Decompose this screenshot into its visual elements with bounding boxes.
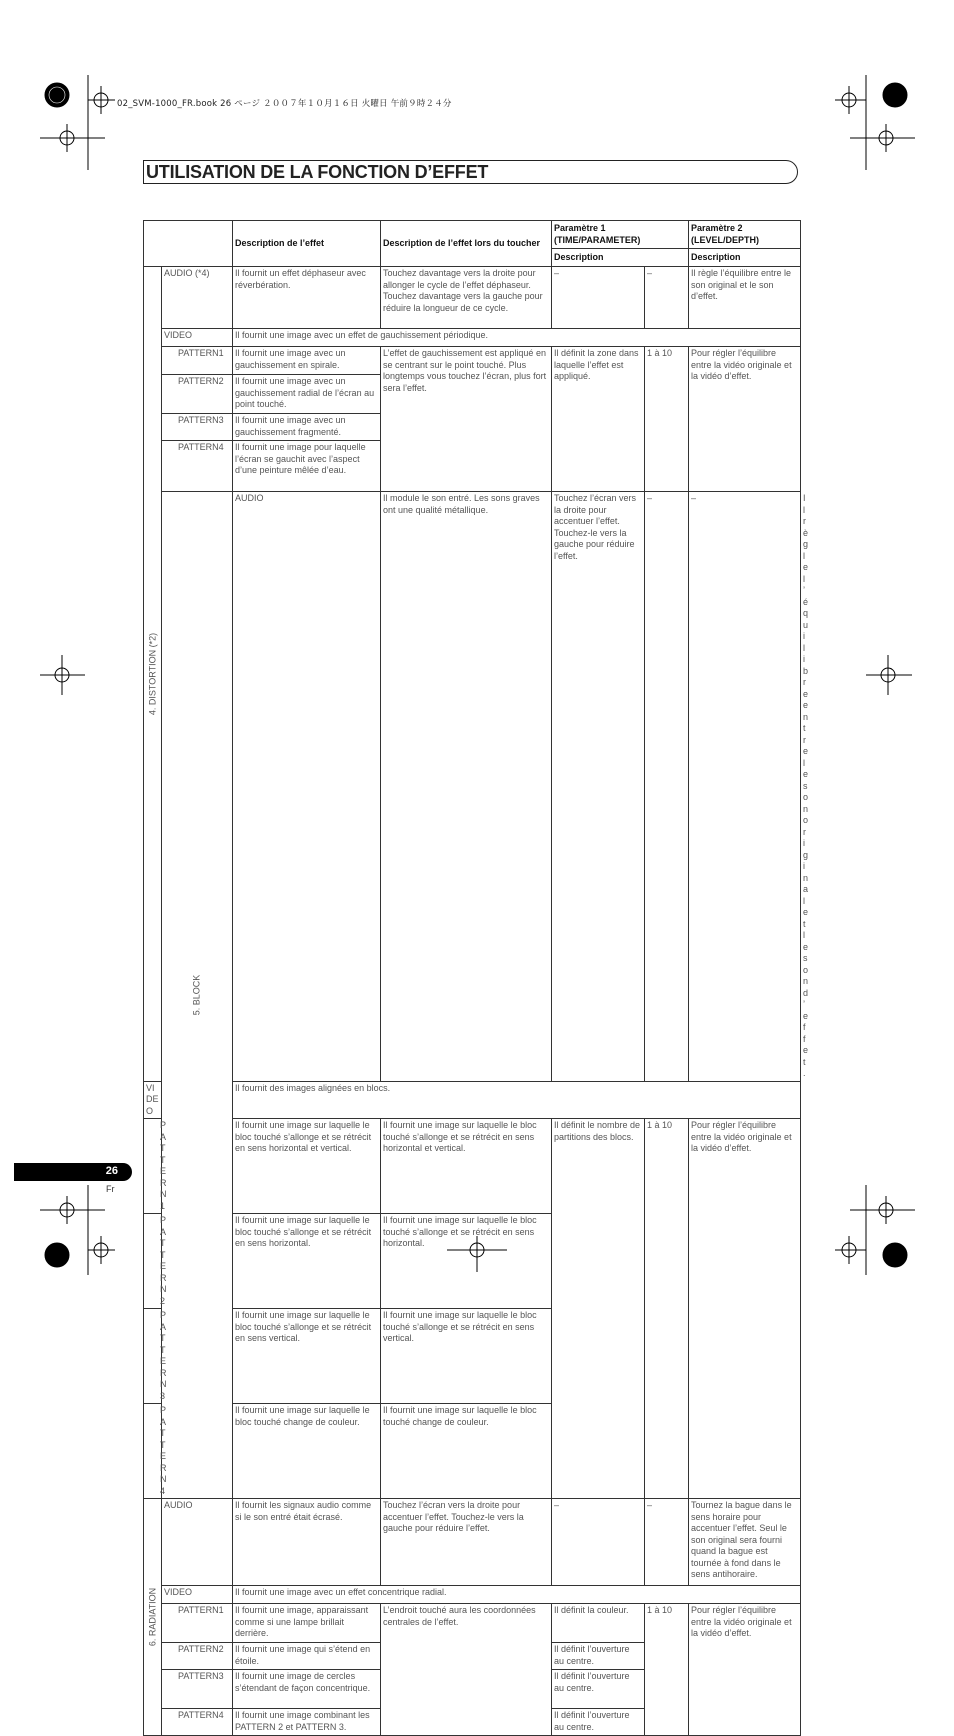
header-desc: Description de l’effet [233, 221, 381, 267]
pattern-touch: Il fournit une image sur laquelle le bloc touché s’allonge et se rétrécit en sens vertical. [381, 1309, 552, 1404]
pattern-p1-desc: Il définit l’ouverture au centre. [552, 1709, 645, 1736]
video-desc: Il fournit une image avec un effet de gauchissement périodique. [233, 329, 801, 347]
pattern-desc: Il fournit une image avec un gauchissement radial de l’écran au point touché. [233, 375, 381, 414]
pattern-desc: Il fournit une image avec un gauchissement fragmenté. [233, 414, 381, 441]
video-desc: Il fournit des images alignées en blocs. [233, 1081, 801, 1119]
pattern-p1-desc: Il définit l’ouverture au centre. [552, 1670, 645, 1709]
audio-p1-range: – [645, 1499, 689, 1586]
pattern-p2-desc: Pour régler l’équilibre entre la vidéo originale et la vidéo d’effet. [689, 347, 801, 492]
pattern-desc: Il fournit une image de cercles s’étendant de façon concentrique. [233, 1670, 381, 1709]
pattern-touch: L’effet de gauchissement est appliqué en se centrant sur le point touché. Plus longtemps vous touchez l’écran, plus fort sera l’effet. [381, 347, 552, 492]
pattern-p1-range: 1 à 10 [645, 347, 689, 492]
pattern-desc: Il fournit une image sur laquelle le bloc touché s’allonge et se rétrécit en sens vertical. [233, 1309, 381, 1404]
pattern-p1-desc: Il définit l’ouverture au centre. [552, 1643, 645, 1670]
pattern-label: PATTERN3 [144, 1309, 162, 1404]
audio-p1-desc: – [552, 267, 645, 329]
pattern-label: PATTERN3 [162, 1670, 233, 1709]
audio-p2-desc: Il règle l’équilibre entre le son original et le son d’effet. [689, 267, 801, 329]
pattern-label: PATTERN2 [162, 1643, 233, 1670]
pattern-desc: Il fournit une image sur laquelle le bloc touché s’allonge et se rétrécit en sens horizontal. [233, 1214, 381, 1309]
audio-p1-range: – [645, 267, 689, 329]
page-number: 26 [105, 1165, 118, 1177]
header-touch: Description de l’effet lors du toucher [381, 221, 552, 267]
pattern-touch: Il fournit une image sur laquelle le bloc touché s’allonge et se rétrécit en sens horizontal et vertical. [381, 1119, 552, 1214]
audio-label: AUDIO (*4) [162, 267, 233, 329]
audio-touch: Touchez davantage vers la droite pour allonger le cycle de l’effet déphaseur. Touchez davantage vers la gauche pour réduire la longueur de ce cycle. [381, 267, 552, 329]
pattern-label: PATTERN4 [162, 1709, 233, 1736]
pattern-desc: Il fournit une image sur laquelle le bloc touché change de couleur. [233, 1404, 381, 1499]
pattern-p1-desc: Il définit le nombre de partitions des blocs. [552, 1119, 645, 1499]
pattern-touch: L’endroit touché aura les coordonnées centrales de l’effet. [381, 1604, 552, 1736]
video-label: VIDEO [162, 1586, 233, 1604]
pattern-touch: Il fournit une image sur laquelle le bloc touché change de couleur. [381, 1404, 552, 1499]
audio-desc: Il fournit un effet déphaseur avec réverbération. [233, 267, 381, 329]
pattern-label: PATTERN2 [162, 375, 233, 414]
audio-p2-desc: Tournez la bague dans le sens horaire pour accentuer l’effet. Seul le son original sera fourni quand la bague est tournée à fond dans le sens antihoraire. [689, 1499, 801, 1586]
effects-table-wrapper [143, 220, 809, 1736]
header-corner [144, 221, 233, 267]
pattern-desc: Il fournit une image avec un gauchissement en spirale. [233, 347, 381, 375]
audio-touch: Touchez l’écran vers la droite pour accentuer l’effet. Touchez-le vers la gauche pour réduire l’effet. [552, 492, 645, 1082]
audio-desc: Il module le son entré. Les sons graves ont une qualité métallique. [381, 492, 552, 1082]
pattern-desc: Il fournit une image, apparaissant comme si une lampe brillait derrière. [233, 1604, 381, 1643]
pattern-label: PATTERN1 [144, 1119, 162, 1214]
pattern-desc: Il fournit une image sur laquelle le bloc touché s’allonge et se rétrécit en sens horizontal et vertical. [233, 1119, 381, 1214]
group-label-block: 5. BLOCK [162, 492, 233, 1499]
header-p1: Paramètre 1 (TIME/PARAMETER) [552, 221, 689, 249]
audio-touch: Touchez l’écran vers la droite pour accentuer l’effet. Touchez-le vers la gauche pour réduire l’effet. [381, 1499, 552, 1586]
print-header-line: 02_SVM-1000_FR.book 26 ページ ２００７年１０月１６日 火曜日 午前９時２４分 [117, 99, 452, 109]
pattern-label: PATTERN4 [144, 1404, 162, 1499]
audio-p1-desc: – [645, 492, 689, 1082]
section-title: UTILISATION DE LA FONCTION D’EFFET [146, 162, 489, 182]
header-p1-desc: Description [552, 249, 689, 267]
effects-table: Description de l’effet Description de l’effet lors du toucher Paramètre 1 (TIME/PARAMETER) Paramètre 2 (LEVEL/DEPTH) Description Description 4. DISTORTION (*2) AUDIO (*4) Il fournit un effet déphaseur avec réverbération. Touchez davantage vers la droite pour allonger le cycle de l’effet déphaseur. Touchez davantage vers la gauche pour réduire la longueur de ce cycle. – – Il règle l’équilibre entre le son original et le son d’effet. VIDEO Il fournit une image avec un effet de gauchissement périodique. PATTERN1 Il fournit une image avec un gauchissement en spirale. L’effet de gauchissement est appliqué en se centrant sur le point touché. Plus longtemps vous touchez l’écran, plus fort sera l’effet. Il définit la zone dans laquelle l’effet est appliqué. 1 à 10 Pour régler l’équilibre entre la vidéo originale et la vidéo d’effet. PATTERN2 Il fournit une image avec un gauchissement radial de l’écran au point touché. PATTERN3 Il fournit une image avec un gauchissement fragmenté. PATTERN4 Il fournit une image pour laquelle l’écran se gauchit avec l’aspect d’une peinture mêlée d’eau. 5. BLOCK AUDIO Il module le son entré. Les sons graves ont une qualité métallique. Touchez l’écran vers la droite pour accentuer l’effet. Touchez-le vers la gauche pour réduire l’effet. – – Il règle l’équilibre entre le son original et le son d’effet. VIDEO Il fournit des images alignées en blocs. PATTERN1 Il fournit une image sur laquelle le bloc touché s’allonge et se rétrécit en sens horizontal et vertical. Il fournit une image sur laquelle le bloc touché s’allonge et se rétrécit en sens horizontal et vertical. Il définit le nombre de partitions des blocs. 1 à 10 Pour régler l’équilibre entre la vidéo originale et la vidéo d’effet. PATTERN2 Il fournit une image sur laquelle le bloc touché s’allonge et se rétrécit en sens horizontal. Il fournit une image sur laquelle le bloc touché s’allonge et se rétrécit en sens horizontal. PATTERN3 Il fournit une image sur laquelle le bloc touché s’allonge et se rétrécit en sens vertical. Il fournit une image sur laquelle le bloc touché s’allonge et se rétrécit en sens vertical. PATTERN4 Il fournit une image sur laquelle le bloc touché change de couleur. Il fournit une image sur laquelle le bloc touché change de couleur. 6. RADIATION AUDIO Il fournit les signaux audio comme si le son entré était écrasé. Touchez l’écran vers la droite pour accentuer l’effet. Touchez-le vers la gauche pour réduire l’effet. – – Tournez la bague dans le sens horaire pour accentuer l’effet. Seul le son original sera fourni quand la bague est tournée à fond dans le sens antihoraire. VIDEO Il fournit une image avec un effet concentrique radial. PATTERN1 Il fournit une image, apparaissant comme si une lampe brillait derrière. L’endroit touché aura les coordonnées centrales de l’effet. Il définit la couleur. 1 à 10 Pour régler l’équilibre entre la vidéo originale et la vidéo d’effet. PATTERN2 Il fournit une image qui s’étend en étoile. Il définit l’ouverture au centre. PATTERN3 Il fournit une image de cercles s’étendant de façon concentrique. Il définit l’ouverture au centre. PATTERN4 Il fournit une image combinant les PATTERN 2 et PATTERN 3. Il définit l’ouverture au centre. [143, 220, 801, 1736]
pattern-label: PATTERN3 [162, 414, 233, 441]
pattern-p1-range: 1 à 10 [645, 1119, 689, 1499]
video-label: VIDEO [144, 1081, 162, 1119]
pattern-desc: Il fournit une image pour laquelle l’écran se gauchit avec l’aspect d’une peinture mêlée d’eau. [233, 441, 381, 492]
pattern-p1-range: 1 à 10 [645, 1604, 689, 1736]
audio-p1-range: – [689, 492, 801, 1082]
pattern-touch: Il fournit une image sur laquelle le bloc touché s’allonge et se rétrécit en sens horizontal. [381, 1214, 552, 1309]
audio-p1-desc: – [552, 1499, 645, 1586]
pattern-label: PATTERN1 [162, 1604, 233, 1643]
group-label-distortion: 4. DISTORTION (*2) [144, 267, 162, 1082]
pattern-p1-desc: Il définit la couleur. [552, 1604, 645, 1643]
audio-desc: Il fournit les signaux audio comme si le son entré était écrasé. [233, 1499, 381, 1586]
header-p2-desc: Description [689, 249, 801, 267]
audio-label: AUDIO [233, 492, 381, 1082]
page-number-tab [14, 1163, 132, 1181]
pattern-label: PATTERN1 [162, 347, 233, 375]
pattern-desc: Il fournit une image combinant les PATTERN 2 et PATTERN 3. [233, 1709, 381, 1736]
pattern-label: PATTERN2 [144, 1214, 162, 1309]
video-label: VIDEO [162, 329, 233, 347]
section-title-bar [143, 160, 798, 184]
pattern-p1-desc: Il définit la zone dans laquelle l’effet est appliqué. [552, 347, 645, 492]
video-desc: Il fournit une image avec un effet concentrique radial. [233, 1586, 801, 1604]
group-label-radiation: 6. RADIATION [144, 1499, 162, 1736]
audio-label: AUDIO [162, 1499, 233, 1586]
pattern-p2-desc: Pour régler l’équilibre entre la vidéo originale et la vidéo d’effet. [689, 1119, 801, 1499]
pattern-p2-desc: Pour régler l’équilibre entre la vidéo originale et la vidéo d’effet. [689, 1604, 801, 1736]
header-p2: Paramètre 2 (LEVEL/DEPTH) [689, 221, 801, 249]
language-code: Fr [106, 1184, 115, 1194]
pattern-desc: Il fournit une image qui s’étend en étoile. [233, 1643, 381, 1670]
pattern-label: PATTERN4 [162, 441, 233, 492]
